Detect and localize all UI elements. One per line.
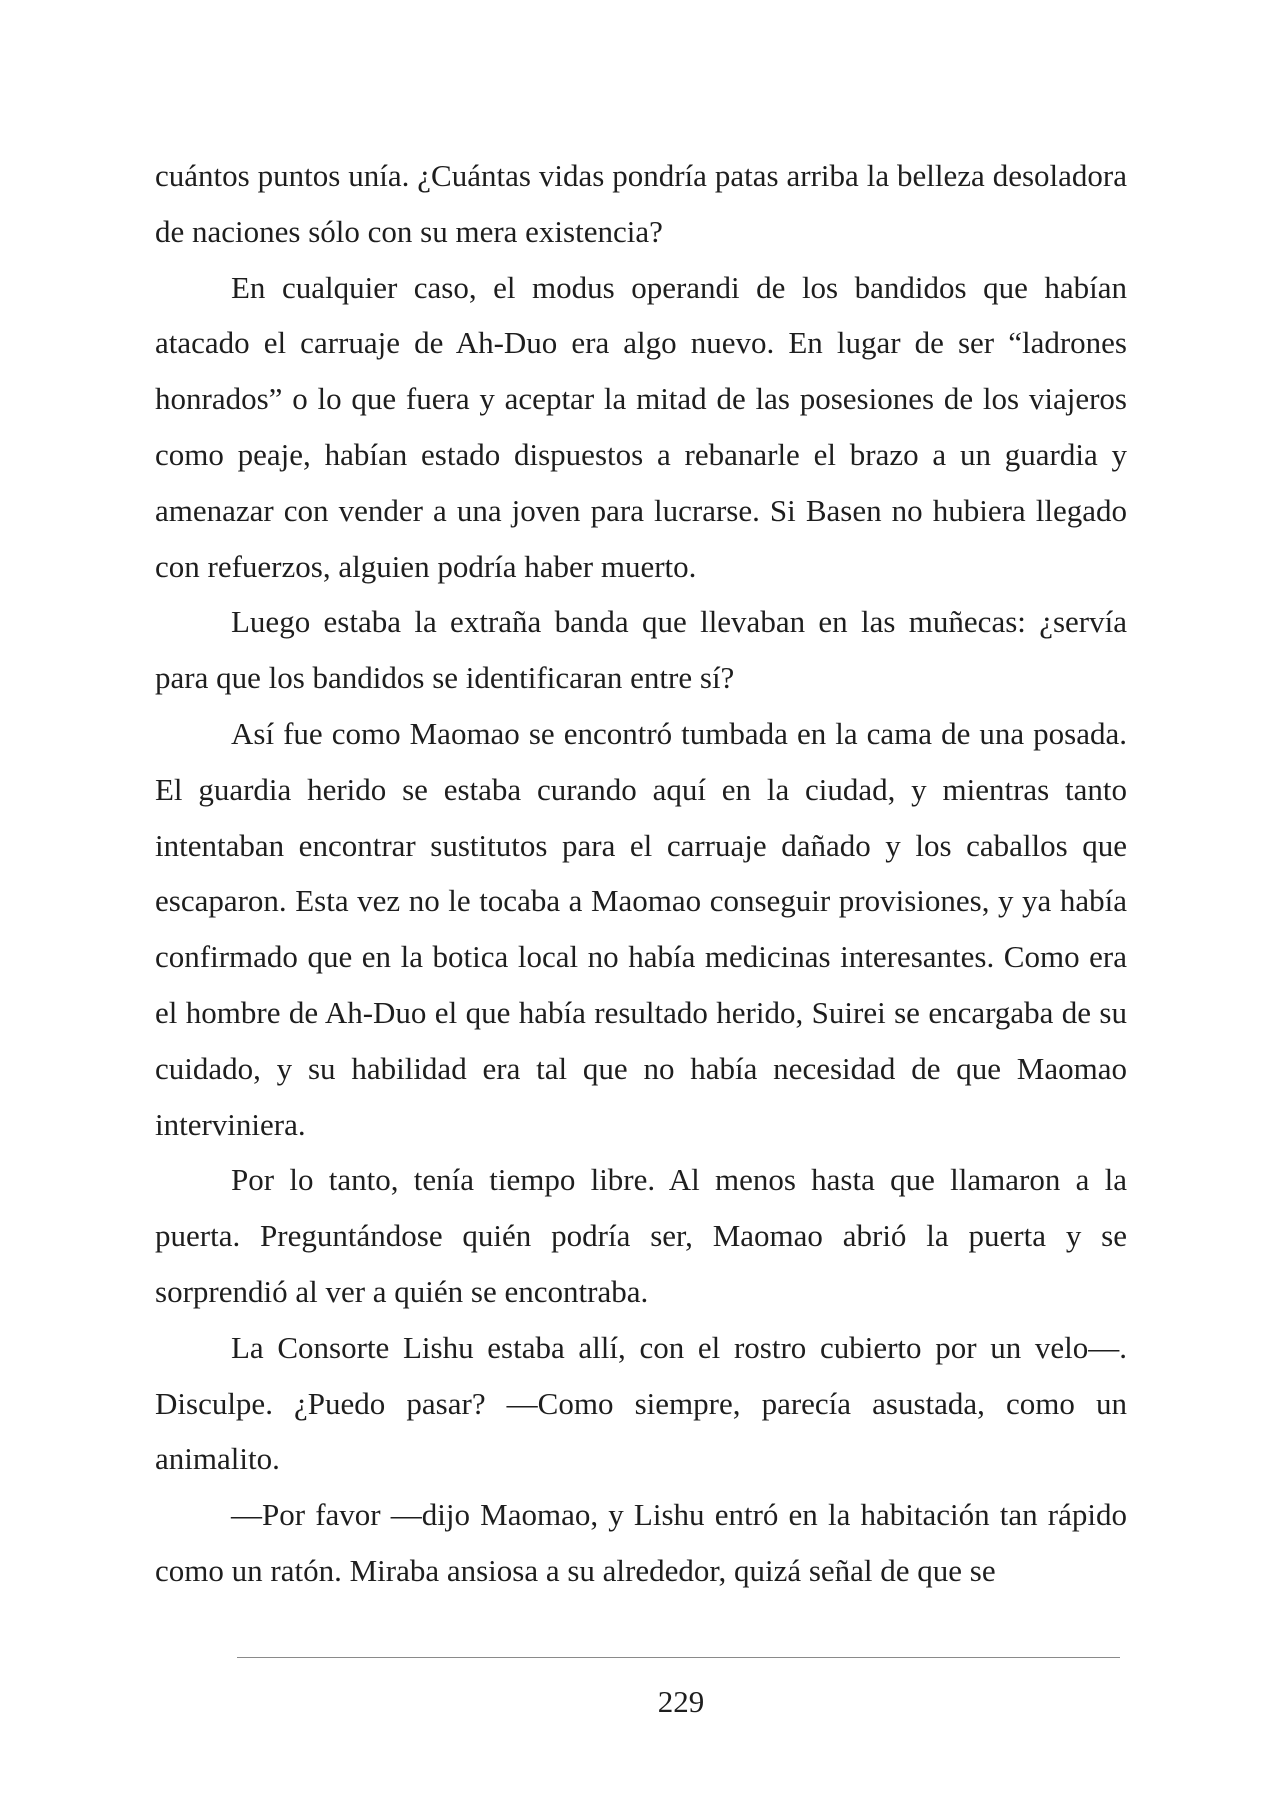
paragraph: La Consorte Lishu estaba allí, con el rostro cubierto por un velo—. Disculpe. ¿Puedo pasar? —Como siempre, parecía asustada, como un animalito. [155, 1329, 1127, 1477]
body-text [155, 148, 1127, 1599]
paragraph: —Por favor —dijo Maomao, y Lishu entró en la habitación tan rápido como un ratón. Miraba ansiosa a su alrededor, quizá señal de que se [155, 1497, 1127, 1588]
footer-divider [237, 1657, 1120, 1658]
paragraph: Por lo tanto, tenía tiempo libre. Al menos hasta que llamaron a la puerta. Preguntándose quién podría ser, Maomao abrió la puerta y se sorprendió al ver a quién se encontraba. [155, 1162, 1127, 1309]
paragraph: Así fue como Maomao se encontró tumbada en la cama de una posada. El guardia herido se estaba curando aquí en la ciudad, y mientras tanto intentaban encontrar sustitutos para el carruaje dañado y los caballos que escaparon. Esta vez no le tocaba a Maomao conseguir provisiones, y ya había confirmado que en la botica local no había medicinas interesantes. Como era el hombre de Ah-Duo el que había resultado herido, Suirei se encargaba de su cuidado, y su habilidad era tal que no había necesidad de que Maomao interviniera. [155, 715, 1127, 1142]
page-number: 229 [657, 1684, 705, 1719]
paragraph: cuántos puntos unía. ¿Cuántas vidas pondría patas arriba la belleza desoladora de naciones sólo con su mera existencia? [155, 158, 1127, 249]
paragraph: Luego estaba la extraña banda que llevaban en las muñecas: ¿servía para que los bandidos se identificaran entre sí? [155, 604, 1127, 696]
paragraph: En cualquier caso, el modus operandi de los bandidos que habían atacado el carruaje de Ah-Duo era algo nuevo. En lugar de ser “ladrones honrados” o lo que fuera y aceptar la mitad de las posesiones de los viajeros como peaje, habían estado dispuestos a rebanarle el brazo a un guardia y amenazar con vender a una joven para lucrarse. Si Basen no hubiera llegado con refuerzos, alguien podría haber muerto. [155, 269, 1127, 584]
